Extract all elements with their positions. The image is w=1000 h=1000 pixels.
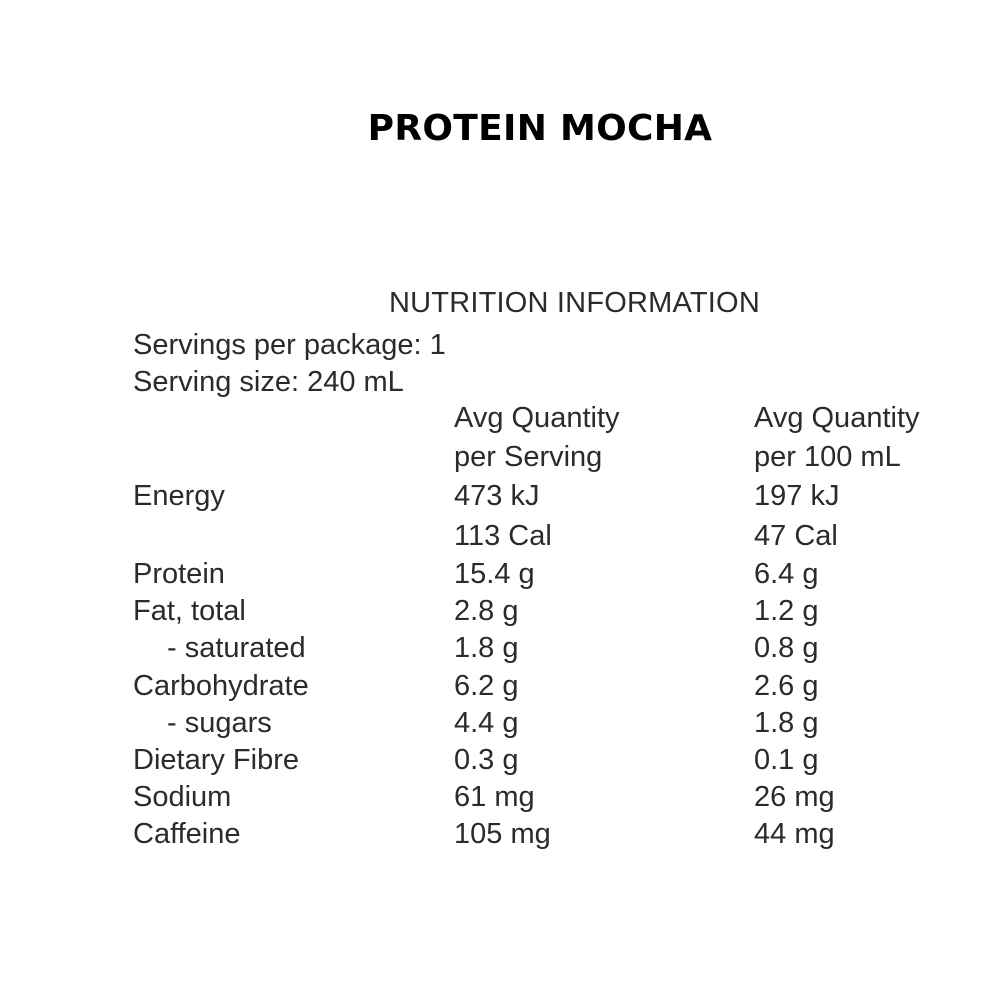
column-header-per-100ml-line2: per 100 mL xyxy=(754,441,901,473)
nutrient-name: Dietary Fibre xyxy=(133,744,299,776)
nutrient-row-saturated xyxy=(0,629,1000,667)
nutrient-per-100ml: 44 mg xyxy=(754,818,835,850)
nutrient-per-100ml: 6.4 g xyxy=(754,558,819,590)
nutrient-name: - saturated xyxy=(167,632,306,664)
column-header-per-serving-line1: Avg Quantity xyxy=(454,402,620,434)
nutrient-per-serving: 2.8 g xyxy=(454,595,519,627)
nutrient-row-fat-total xyxy=(0,592,1000,630)
nutrient-name: Energy xyxy=(133,480,225,512)
nutrient-per-serving: 4.4 g xyxy=(454,707,519,739)
nutrient-per-serving: 6.2 g xyxy=(454,670,519,702)
nutrient-per-serving: 105 mg xyxy=(454,818,551,850)
nutrient-name: Caffeine xyxy=(133,818,241,850)
nutrient-row-energy-kj xyxy=(0,477,1000,515)
nutrient-row-dietary-fibre xyxy=(0,741,1000,779)
nutrient-per-serving: 1.8 g xyxy=(454,632,519,664)
column-header-per-100ml xyxy=(754,399,920,477)
nutrient-row-protein xyxy=(0,555,1000,593)
nutrient-per-100ml: 2.6 g xyxy=(754,670,819,702)
nutrient-per-serving: 0.3 g xyxy=(454,744,519,776)
product-title: PROTEIN MOCHA xyxy=(367,108,713,149)
nutrient-row-sugars xyxy=(0,704,1000,742)
nutrient-per-100ml: 26 mg xyxy=(754,781,835,813)
nutrient-per-100ml: 47 Cal xyxy=(754,520,838,552)
servings-per-package: Servings per package: 1 xyxy=(133,329,446,361)
nutrient-row-energy-cal xyxy=(0,517,1000,555)
nutrient-name: Protein xyxy=(133,558,225,590)
column-header-per-serving xyxy=(454,399,620,477)
nutrient-per-100ml: 1.2 g xyxy=(754,595,819,627)
nutrient-per-serving: 113 Cal xyxy=(454,520,552,552)
nutrient-name: Sodium xyxy=(133,781,232,813)
nutrient-per-100ml: 1.8 g xyxy=(754,707,819,739)
nutrient-row-caffeine xyxy=(0,815,1000,853)
nutrient-per-serving: 473 kJ xyxy=(454,480,540,512)
nutrient-per-100ml: 0.1 g xyxy=(754,744,819,776)
nutrient-name: - sugars xyxy=(167,707,272,739)
nutrition-heading: NUTRITION INFORMATION xyxy=(389,287,760,319)
nutrient-row-sodium xyxy=(0,778,1000,816)
nutrient-per-100ml: 197 kJ xyxy=(754,480,840,512)
serving-size: Serving size: 240 mL xyxy=(133,366,404,398)
nutrient-per-100ml: 0.8 g xyxy=(754,632,819,664)
nutrient-name: Fat, total xyxy=(133,595,246,627)
nutrient-per-serving: 61 mg xyxy=(454,781,535,813)
nutrient-row-carbohydrate xyxy=(0,667,1000,705)
nutrient-per-serving: 15.4 g xyxy=(454,558,535,590)
column-header-per-serving-line2: per Serving xyxy=(454,441,603,473)
column-header-per-100ml-line1: Avg Quantity xyxy=(754,402,920,434)
nutrient-name: Carbohydrate xyxy=(133,670,309,702)
